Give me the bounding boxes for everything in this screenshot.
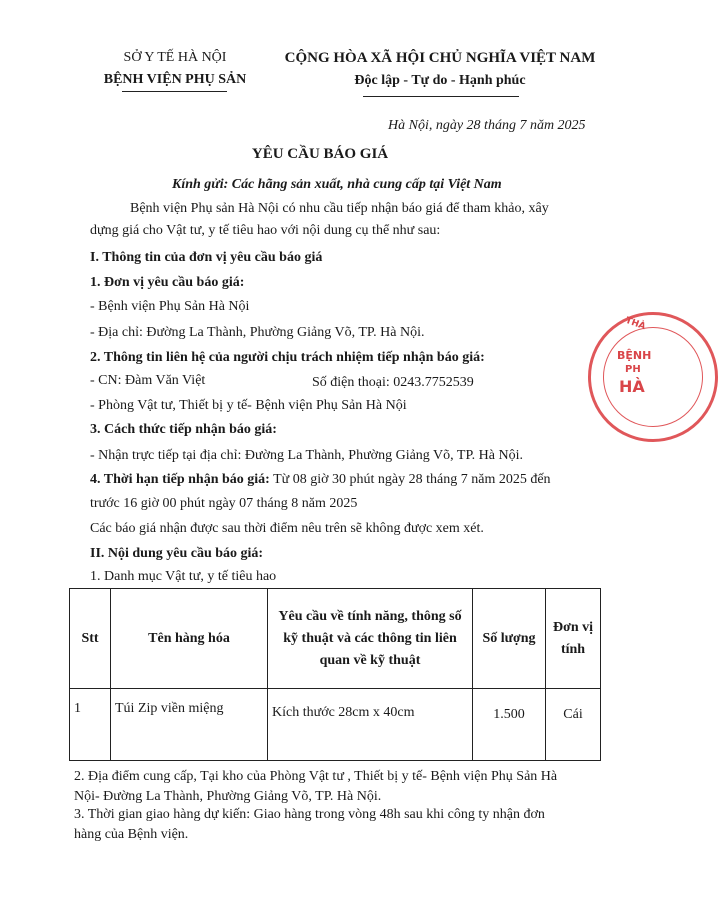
header-unit-line-2: tính xyxy=(560,641,586,657)
time-line-2: hàng của Bệnh viện. xyxy=(74,827,189,842)
contact-department: - Phòng Vật tư, Thiết bị y tế- Bệnh viện Phụ Sản Hà Nội xyxy=(90,398,407,413)
motto-underline xyxy=(363,96,519,97)
addressee: Kính gửi: Các hãng sản xuất, nhà cung cấp tại Việt Nam xyxy=(172,177,502,192)
header-qty: Số lượng xyxy=(473,589,546,689)
header-spec-line-3: quan về kỹ thuật xyxy=(319,652,421,668)
row-stt: 1 xyxy=(70,689,111,761)
items-table xyxy=(69,588,601,761)
country-name: CỘNG HÒA XÃ HỘI CHỦ NGHĨA VIỆT NAM xyxy=(284,50,596,66)
contact-heading: 2. Thông tin liên hệ của người chịu trách nhiệm tiếp nhận báo giá: xyxy=(90,350,485,365)
deadline-text-2: trước 16 giờ 00 phút ngày 07 tháng 8 năm 2025 xyxy=(90,496,358,511)
header-spec-line-1: Yêu cầu về tính năng, thông số xyxy=(278,608,462,624)
stamp-text-top: THÀ xyxy=(623,315,647,333)
header-unit-line-1: Đơn vị xyxy=(552,619,594,635)
stamp-inner-ring xyxy=(603,327,703,427)
deadline-heading: 4. Thời hạn tiếp nhận báo giá: xyxy=(90,472,270,487)
delivery-line-2: Nội- Đường La Thành, Phường Giảng Võ, TP. Hà Nội. xyxy=(74,789,382,804)
table-row xyxy=(70,689,601,761)
place-date: Hà Nội, ngày 28 tháng 7 năm 2025 xyxy=(388,118,586,133)
time-line-1: 3. Thời gian giao hàng dự kiến: Giao hàng trong vòng 48h sau khi công ty nhận đơn xyxy=(74,807,545,822)
stamp-text-line-3: HÀ xyxy=(619,377,645,396)
header-stt: Stt xyxy=(70,589,111,689)
document-title: YÊU CẦU BÁO GIÁ xyxy=(251,146,389,162)
row-qty: 1.500 xyxy=(473,689,546,761)
stamp-text-line-2: PH xyxy=(625,364,641,375)
row-unit: Cái xyxy=(546,689,601,761)
unit-address: - Địa chỉ: Đường La Thành, Phường Giảng Võ, TP. Hà Nội. xyxy=(90,325,425,340)
section-2-heading: II. Nội dung yêu cầu báo giá: xyxy=(90,546,264,561)
table-header-row xyxy=(70,589,601,689)
unit-heading: 1. Đơn vị yêu cầu báo giá: xyxy=(90,275,245,290)
hospital-name: BỆNH VIỆN PHỤ SẢN xyxy=(103,72,247,87)
header-unit xyxy=(546,589,601,689)
deadline-line-1 xyxy=(90,469,551,491)
section-1-heading: I. Thông tin của đơn vị yêu cầu báo giá xyxy=(90,250,323,265)
official-stamp xyxy=(588,312,718,442)
row-name: Túi Zip viền miệng xyxy=(111,689,268,761)
unit-name: - Bệnh viện Phụ Sản Hà Nội xyxy=(90,299,250,314)
contact-person: - CN: Đàm Văn Việt xyxy=(90,373,206,388)
deadline-text-1: Từ 08 giờ 30 phút ngày 28 tháng 7 năm 2025 đến xyxy=(269,472,551,487)
stamp-text-line-1: BỆNH xyxy=(617,349,652,362)
agency-name: SỞ Y TẾ HÀ NỘI xyxy=(123,50,227,65)
motto: Độc lập - Tự do - Hạnh phúc xyxy=(354,73,526,88)
hospital-underline xyxy=(122,91,227,92)
contact-phone: Số điện thoại: 0243.7752539 xyxy=(312,375,474,390)
intro-line-2: dựng giá cho Vật tư, y tế tiêu hao với nội dung cụ thể như sau: xyxy=(90,223,441,238)
row-spec: Kích thước 28cm x 40cm xyxy=(268,689,473,761)
late-note: Các báo giá nhận được sau thời điểm nêu trên sẽ không được xem xét. xyxy=(90,521,484,536)
method-heading: 3. Cách thức tiếp nhận báo giá: xyxy=(90,422,277,437)
delivery-line-1: 2. Địa điểm cung cấp, Tại kho của Phòng Vật tư , Thiết bị y tế- Bệnh viện Phụ Sản Hà xyxy=(74,769,558,784)
intro-line-1: Bệnh viện Phụ sản Hà Nội có nhu cầu tiếp nhận báo giá để tham khảo, xây xyxy=(130,201,549,216)
list-title: 1. Danh mục Vật tư, y tế tiêu hao xyxy=(90,569,277,584)
header-name: Tên hàng hóa xyxy=(111,589,268,689)
header-spec-line-2: kỹ thuật và các thông tin liên xyxy=(283,630,457,646)
header-spec xyxy=(268,589,473,689)
method-text: - Nhận trực tiếp tại địa chỉ: Đường La Thành, Phường Giảng Võ, TP. Hà Nội. xyxy=(90,448,524,463)
header-left xyxy=(70,47,280,91)
